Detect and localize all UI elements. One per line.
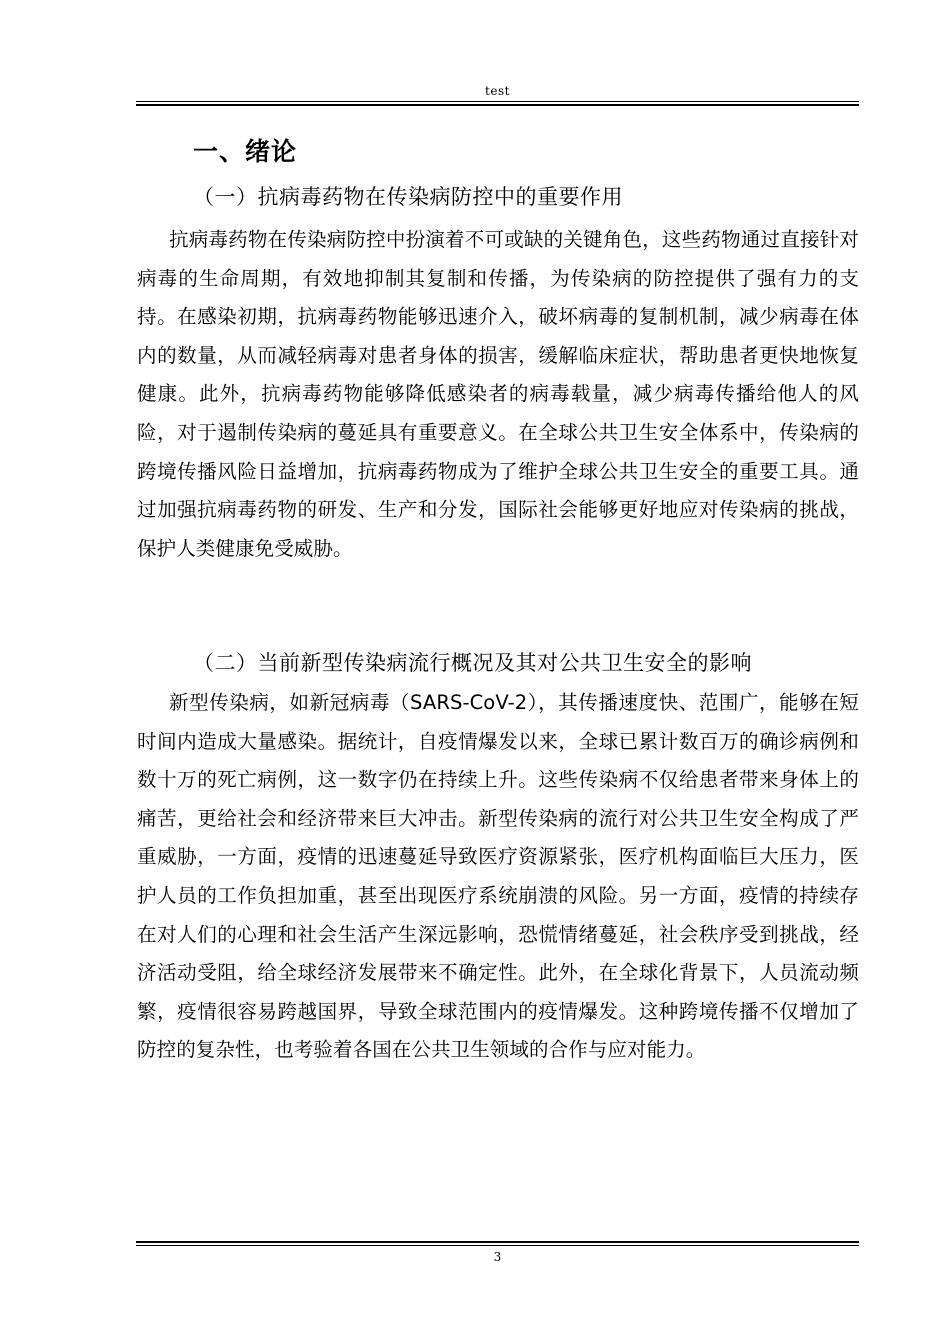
running-header: test <box>485 84 510 98</box>
body-paragraph-1: 抗病毒药物在传染病防控中扮演着不可或缺的关键角色，这些药物通过直接针对病毒的生命周期，有效地抑制其复制和传播，为传染病的防控提供了强有力的支持。在感染初期，抗病毒药物能够迅速介入，破坏病毒的复制机制，减少病毒在体内的数量，从而减轻病毒对患者身体的损害，缓解临床症状，帮助患者更快地恢复健康。此外，抗病毒药物能够降低感染者的病毒载量，减少病毒传播给他人的风险，对于遏制传染病的蔓延具有重要意义。在全球公共卫生安全体系中，传染病的跨境传播风险日益增加，抗病毒药物成为了维护全球公共卫生安全的重要工具。通过加强抗病毒药物的研发、生产和分发，国际社会能够更好地应对传染病的挑战，保护人类健康免受威胁。 <box>137 228 859 560</box>
chapter-heading: 一、绪论 <box>193 137 298 166</box>
footer-rule-thin <box>136 1245 859 1246</box>
body-paragraph-2: 新型传染病，如新冠病毒（SARS-CoV-2），其传播速度快、范围广，能够在短时间内造成大量感染。据统计，自疫情爆发以来，全球已累计数百万的确诊病例和数十万的死亡病例，这一数字仍在持续上升。这些传染病不仅给患者带来身体上的痛苦，更给社会和经济带来巨大冲击。新型传染病的流行对公共卫生安全构成了严重威胁，一方面，疫情的迅速蔓延导致医疗资源紧张，医疗机构面临巨大压力，医护人员的工作负担加重，甚至出现医疗系统崩溃的风险。另一方面，疫情的持续存在对人们的心理和社会生活产生深远影响，恐慌情绪蔓延，社会秩序受到挑战，经济活动受阻，给全球经济发展带来不确定性。此外，在全球化背景下，人员流动频繁，疫情很容易跨越国界，导致全球范围内的疫情爆发。这种跨境传播不仅增加了防控的复杂性，也考验着各国在公共卫生领域的合作与应对能力。 <box>137 691 859 1062</box>
header-rule-thick <box>136 104 859 106</box>
footer-rule-thick <box>136 1241 859 1243</box>
page-number: 3 <box>493 1250 502 1264</box>
section-heading-2: （二）当前新型传染病流行概况及其对公共卫生安全的影响 <box>193 651 752 675</box>
section-heading-1: （一）抗病毒药物在传染病防控中的重要作用 <box>193 185 623 209</box>
header-rule-thin <box>136 101 859 102</box>
